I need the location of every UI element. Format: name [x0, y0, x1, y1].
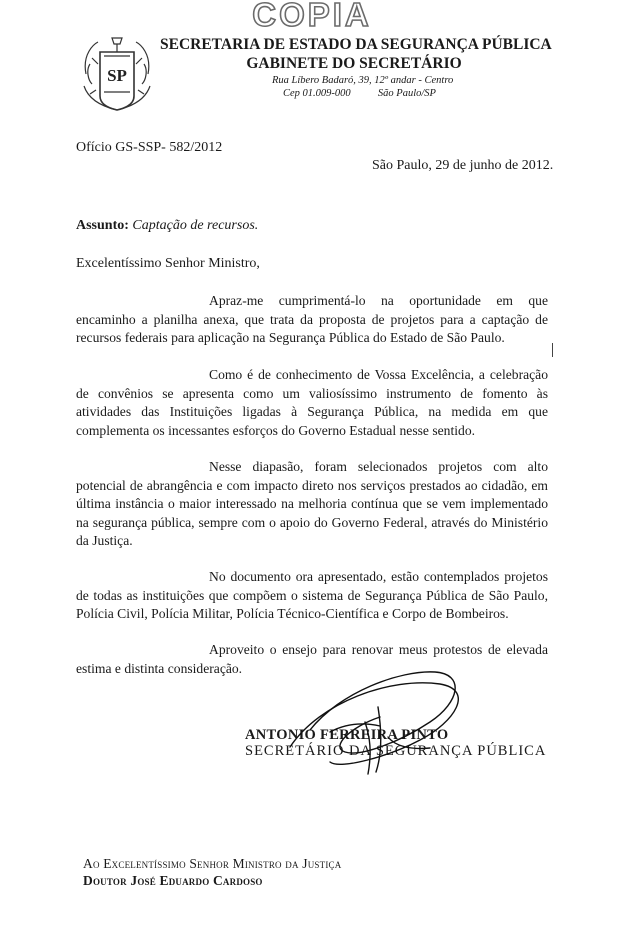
subject-label: Assunto:	[76, 218, 129, 233]
handwritten-signature	[270, 662, 485, 777]
letterhead-secretariat: SECRETARIA DE ESTADO DA SEGURANÇA PÚBLICA	[160, 36, 552, 53]
paragraph-1: Apraz-me cumprimentá-lo na oportunidade em que encaminho a planilha anexa, que trata da proposta de projetos para a captação de recursos federais para aplicação na Segurança Pública do Estado de São Paulo.	[76, 293, 548, 345]
subject-line	[76, 218, 258, 234]
paragraph-2: Como é de conhecimento de Vossa Excelência, a celebração de convênios se apresenta como um valiosíssimo instrumento de fomento às atividades das Instituições ligadas à Segurança Pública, na medida em que complementa os incessantes esforços do Governo Estadual nesse sentido.	[76, 367, 548, 438]
subject-value: Captação de recursos.	[132, 218, 259, 233]
paragraph-4: No documento ora apresentado, estão contemplados projetos de todas as instituições que compõem o sistema de Segurança Pública de São Paulo, Polícia Civil, Polícia Militar, Polícia Técnico-Científica e Corpo de Bombeiros.	[76, 569, 548, 621]
text-cursor-mark	[552, 343, 553, 357]
paragraph-5: Aproveito o ensejo para renovar meus protestos de elevada estima e distinta consideração.	[76, 642, 548, 676]
letterhead-cabinet: GABINETE DO SECRETÁRIO	[246, 55, 462, 72]
addressee-name: Doutor José Eduardo Cardoso	[83, 873, 263, 888]
svg-text:SP: SP	[107, 66, 127, 85]
letterhead-city: São Paulo/SP	[377, 88, 436, 99]
letterhead-address: Rua Líbero Badaró, 39, 12º andar - Centro	[272, 75, 454, 86]
signatory-title: SECRETÁRIO DA SEGURANÇA PÚBLICA	[245, 743, 547, 759]
copy-stamp: COPIA	[252, 0, 372, 33]
addressee-title: Ao Excelentíssimo Senhor Ministro da Justiça	[83, 856, 342, 871]
letterhead-cep-city	[283, 88, 436, 99]
signatory-name: ANTONIO FERREIRA PINTO	[245, 727, 449, 743]
document-date: São Paulo, 29 de junho de 2012.	[372, 158, 554, 173]
document-reference: Ofício GS-SSP- 582/2012	[76, 140, 223, 155]
paragraph-3: Nesse diapasão, foram selecionados projetos com alto potencial de abrangência e com impacto direto nos serviços prestados ao cidadão, em última instância o maior interessado na melhoria contínua que se vem implementado na segurança pública, sempre com o apoio do Governo Federal, através do Ministério da Justiça.	[76, 459, 548, 548]
sp-coat-of-arms-icon	[78, 34, 156, 114]
salutation: Excelentíssimo Senhor Ministro,	[76, 256, 260, 271]
letterhead-cep: Cep 01.009-000	[283, 88, 351, 99]
